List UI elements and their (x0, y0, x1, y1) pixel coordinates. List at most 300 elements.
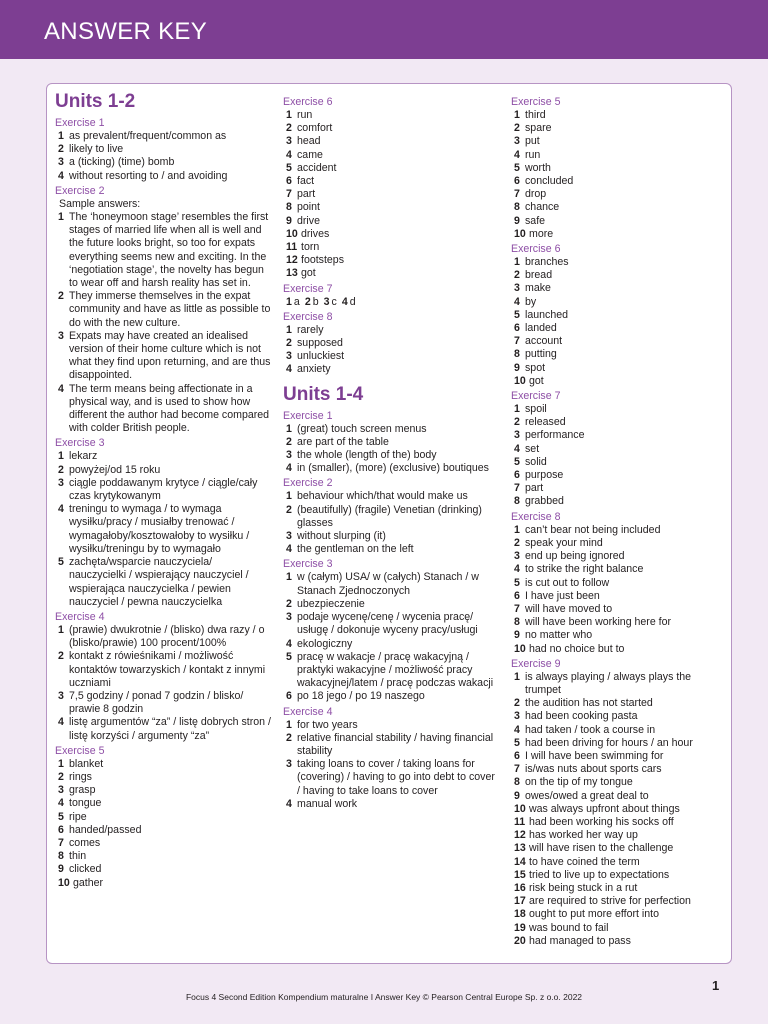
answer-item (511, 495, 716, 508)
answer-item (511, 829, 716, 842)
answer-item (511, 697, 716, 710)
answer-text: has worked her way up (529, 829, 638, 842)
answer-list (283, 719, 499, 811)
answer-number: 4 (514, 148, 520, 161)
answer-item (511, 443, 716, 456)
answer-item (283, 423, 499, 436)
answer-text: run (297, 109, 313, 121)
answer-number: 3 (58, 329, 64, 342)
answer-number: 20 (514, 934, 526, 947)
answer-text: branches (525, 256, 569, 269)
answer-text: drive (297, 214, 320, 227)
answer-text: treningu to wymaga / to wymaga wysiłku/pracy / musiałby trenować / wymagałoby/kosztowałoby to wysiłku / wysiłku/treningu by to wymagało (69, 503, 250, 555)
answer-text: launched (525, 308, 569, 321)
answer-item (283, 638, 499, 651)
exercise-heading: Exercise 7 (283, 282, 333, 295)
answer-item (283, 651, 499, 691)
answer-text: comfort (297, 122, 333, 135)
answer-number: 3 (514, 429, 520, 442)
answer-number: 1 (58, 757, 64, 770)
answer-text: I have just been (525, 589, 600, 602)
answer-text: by (525, 295, 537, 308)
answer-number: 2 (286, 122, 292, 135)
answer-item (511, 228, 716, 241)
answer-number: 10 (58, 876, 70, 889)
answer-item (283, 598, 499, 611)
answer-number: 4 (514, 563, 520, 576)
exercise-heading: Exercise 1 (283, 409, 333, 422)
answer-number: 8 (514, 201, 520, 214)
answer-item (511, 550, 716, 563)
answer-number: 13 (514, 842, 526, 855)
answer-list (283, 423, 499, 476)
answer-item (283, 175, 499, 188)
answer-item (511, 456, 716, 469)
answer-item (283, 109, 499, 122)
answer-item (511, 895, 716, 908)
answer-number: 5 (58, 810, 64, 823)
answer-item (511, 416, 716, 429)
answer-list (511, 403, 716, 509)
answer-item (283, 436, 499, 449)
answer-item (511, 469, 716, 482)
answer-number: 6 (514, 589, 520, 602)
answer-number: 3 (58, 784, 64, 797)
header-banner (0, 0, 768, 59)
answer-list (283, 571, 499, 703)
answer-text: worth (525, 161, 551, 174)
answer-number: 11 (514, 815, 526, 828)
answer-text: is always playing / always plays the trumpet (525, 670, 692, 696)
answer-item (283, 228, 499, 241)
answer-number: 8 (514, 616, 520, 629)
answer-number: 3 (323, 295, 330, 308)
exercise-heading: Exercise 7 (511, 390, 561, 403)
answer-text: unluckiest (297, 350, 345, 363)
answer-number: 2 (514, 122, 520, 135)
answer-number: 8 (514, 776, 520, 789)
answer-number: 9 (286, 214, 292, 227)
answer-number: 6 (514, 469, 520, 482)
answer-text: taking loans to cover / taking loans for (covering) / having to go into debt to cover / having to take loans to cover (297, 758, 495, 797)
exercise-heading: Exercise 4 (55, 610, 105, 623)
answer-list (283, 490, 499, 556)
answer-text: ubezpieczenie (297, 597, 365, 610)
answer-item (511, 524, 716, 537)
answer-item (511, 629, 716, 642)
answer-number: 19 (514, 921, 526, 934)
answer-item (511, 135, 716, 148)
answer-item (511, 429, 716, 442)
answer-item (283, 135, 499, 148)
answer-number: 2 (58, 770, 64, 783)
answer-item (283, 530, 499, 543)
answer-text: rarely (297, 323, 324, 336)
answer-text: will have moved to (525, 602, 613, 615)
answer-number: 2 (514, 416, 520, 429)
answer-item (511, 869, 716, 882)
answer-item (55, 503, 271, 556)
answer-number: 3 (514, 550, 520, 563)
answer-list (55, 758, 271, 890)
answer-number: 9 (58, 863, 64, 876)
answer-item (511, 403, 716, 416)
answer-item (283, 188, 499, 201)
answer-item (55, 330, 271, 383)
answer-number: 12 (286, 254, 298, 267)
answer-text: make (525, 282, 551, 295)
answer-number: 1 (286, 718, 292, 731)
answer-text: relative financial stability / having financial stability (297, 731, 494, 757)
answer-item (511, 882, 716, 895)
answer-item (283, 363, 499, 376)
answer-number: 1 (514, 109, 520, 121)
exercise-section (283, 557, 499, 703)
answer-text: put (525, 135, 540, 148)
answer-text: the gentleman on the left (297, 543, 414, 556)
answer-text: rings (69, 770, 92, 783)
answer-item (511, 724, 716, 737)
answer-number: 10 (514, 374, 526, 387)
answer-text: drop (525, 188, 547, 201)
answer-text: to strike the right balance (525, 563, 644, 576)
answer-item (511, 122, 716, 135)
answer-number: 1 (286, 422, 292, 435)
answer-number: 9 (514, 214, 520, 227)
answer-number: 2 (58, 143, 64, 156)
answer-item (55, 170, 271, 183)
answer-text: had managed to pass (529, 934, 631, 947)
answer-number: 4 (286, 637, 292, 650)
answer-item (511, 362, 716, 375)
answer-text: tried to live up to expectations (529, 868, 670, 881)
answer-item (283, 611, 499, 637)
answer-text: c (331, 295, 337, 308)
answer-text: run (525, 148, 541, 161)
answer-item (283, 571, 499, 597)
answer-number: 6 (514, 749, 520, 762)
answer-item (511, 643, 716, 656)
answer-number: 5 (514, 576, 520, 589)
inline-answer (324, 296, 337, 308)
answer-text: account (525, 335, 563, 348)
answer-item (511, 750, 716, 763)
answer-number: 10 (514, 227, 526, 240)
exercise-section (283, 705, 499, 811)
answer-number: 4 (286, 462, 292, 475)
exercise-section (283, 476, 499, 556)
answer-text: (beautifully) (fragile) Venetian (drinking) glasses (297, 503, 482, 529)
answer-text: grabbed (525, 495, 564, 508)
exercise-section (283, 409, 499, 476)
answer-item (283, 337, 499, 350)
answer-item (55, 556, 271, 609)
answer-number: 10 (514, 802, 526, 815)
answer-item (511, 842, 716, 855)
answer-item (283, 462, 499, 475)
answer-text: end up being ignored (525, 550, 625, 563)
answer-text: released (525, 416, 566, 429)
answer-number: 3 (286, 449, 292, 462)
unit-heading: Units 1-2 (55, 91, 136, 112)
answer-item (283, 504, 499, 530)
answer-item (511, 816, 716, 829)
answer-text: drives (301, 227, 330, 240)
answer-item (511, 109, 716, 122)
exercise-section (55, 184, 271, 436)
answer-text: part (297, 188, 316, 201)
answer-number: 1 (286, 323, 292, 336)
answer-number: 1 (514, 523, 520, 536)
answer-text: 7,5 godziny / ponad 7 godzin / blisko/ prawie 8 godzin (69, 689, 244, 716)
answer-number: 6 (286, 690, 292, 703)
page-number: 1 (712, 978, 720, 993)
answer-number: 9 (514, 789, 520, 802)
answer-number: 4 (58, 797, 64, 810)
answer-item (283, 122, 499, 135)
answer-text: concluded (525, 175, 574, 188)
answer-text: podaje wycenę/cenę / wycenia pracę/ usługę / dokonuje wyceny pracy/usługi (297, 611, 478, 637)
answer-item (55, 383, 271, 436)
column-1 (55, 90, 271, 890)
answer-item (283, 490, 499, 503)
answer-number: 7 (514, 335, 520, 348)
answer-item (55, 771, 271, 784)
answer-item (511, 763, 716, 776)
answer-number: 1 (514, 256, 520, 269)
answer-number: 2 (514, 536, 520, 549)
answer-number: 5 (514, 308, 520, 321)
answer-item (511, 935, 716, 948)
unit-heading: Units 1-4 (283, 383, 364, 405)
answer-item (511, 603, 716, 616)
answer-number: 5 (58, 556, 64, 569)
inline-answers (283, 296, 499, 309)
answer-number: 3 (286, 135, 292, 148)
answer-number: 4 (514, 295, 520, 308)
answer-text: head (297, 135, 321, 148)
answer-item (511, 908, 716, 921)
inline-answer (342, 296, 356, 308)
answer-number: 14 (514, 855, 526, 868)
answer-number: 7 (58, 836, 64, 849)
answer-item (283, 449, 499, 462)
exercise-section (55, 116, 271, 183)
answer-number: 4 (286, 797, 292, 810)
answer-item (55, 837, 271, 850)
answer-text: had no choice but to (529, 642, 625, 655)
answer-item (55, 784, 271, 797)
answer-number: 1 (58, 130, 64, 142)
answer-text: in (smaller), (more) (exclusive) boutiques (297, 462, 489, 475)
answer-text: ripe (69, 810, 87, 823)
answer-number: 3 (286, 350, 292, 363)
answer-number: 2 (58, 463, 64, 476)
answer-item (283, 162, 499, 175)
answer-item (511, 590, 716, 603)
answer-number: 7 (286, 188, 292, 201)
answer-item (283, 201, 499, 214)
exercise-section (283, 310, 499, 377)
answer-number: 2 (286, 503, 292, 516)
answer-text: spare (525, 122, 552, 135)
answer-number: 2 (58, 650, 64, 663)
answer-text: had been working his socks off (529, 815, 674, 828)
answer-list (283, 109, 499, 281)
answer-item (55, 716, 271, 742)
footer-credit: Focus 4 Second Edition Kompendium maturalne I Answer Key © Pearson Central Europe Sp. z o.o. 2022 (185, 992, 583, 1002)
answer-item (283, 732, 499, 758)
answer-text: They immerse themselves in the expat community and have as little as possible to do with the new culture. (69, 290, 271, 329)
exercise-section (55, 436, 271, 608)
answer-text: b (312, 295, 319, 308)
answer-text: as prevalent/frequent/common as (69, 130, 227, 142)
answer-number: 1 (58, 623, 64, 636)
answer-number: 7 (514, 188, 520, 201)
answer-text: The ‘honeymoon stage’ resembles the first stages of married life when all is well and the future looks bright, so too for expats everything seems new and exciting. In the ‘negotiation stage’, the novelty has begun to wear off and harsh reality has set in. (69, 211, 269, 290)
exercise-heading: Exercise 5 (55, 744, 105, 757)
answer-text: risk being stuck in a rut (529, 881, 638, 894)
answer-item (55, 650, 271, 690)
answer-number: 5 (286, 161, 292, 174)
answer-item (55, 824, 271, 837)
answer-number: 2 (514, 269, 520, 282)
answer-text: are part of the table (297, 435, 389, 448)
answer-text: had been driving for hours / an hour (525, 736, 693, 749)
answer-text: will have been working here for (525, 616, 672, 629)
answer-item (511, 616, 716, 629)
answer-text: part (525, 482, 544, 495)
exercise-heading: Exercise 4 (283, 705, 333, 718)
answer-number: 18 (514, 908, 526, 921)
inline-answer (305, 296, 319, 308)
answer-text: is/was nuts about sports cars (525, 763, 662, 776)
answer-text: spoil (525, 403, 547, 416)
exercise-heading: Exercise 3 (55, 437, 105, 450)
answer-text: for two years (297, 718, 358, 731)
answer-text: fact (297, 175, 315, 188)
answer-text: spot (525, 361, 546, 374)
answer-text: anxiety (297, 363, 331, 376)
answer-item (283, 350, 499, 363)
answer-text: solid (525, 455, 547, 468)
answer-number: 5 (514, 455, 520, 468)
answer-number: 4 (58, 382, 64, 395)
answer-item (511, 296, 716, 309)
exercise-section (511, 95, 716, 241)
exercise-heading: Exercise 6 (283, 96, 333, 108)
answer-text: the whole (length of the) body (297, 449, 437, 462)
answer-number: 7 (514, 763, 520, 776)
answer-number: 7 (514, 482, 520, 495)
answer-item (511, 737, 716, 750)
answer-text: the audition has not started (525, 697, 653, 710)
answer-item (511, 671, 716, 697)
answer-number: 4 (58, 169, 64, 182)
answer-item (283, 758, 499, 798)
answer-item (283, 267, 499, 280)
exercise-heading: Exercise 2 (55, 184, 105, 197)
answer-item (511, 188, 716, 201)
answer-number: 4 (286, 543, 292, 556)
answer-text: kontakt z rówieśnikami / możliwość kontaktów towarzyskich / kontakt z innymi uczniami (69, 650, 266, 689)
answer-item (55, 863, 271, 876)
answer-item (511, 335, 716, 348)
exercise-heading: Exercise 9 (511, 657, 561, 670)
exercise-section (511, 242, 716, 388)
exercise-section (283, 282, 499, 309)
answer-list (511, 256, 716, 388)
answer-number: 2 (58, 290, 64, 303)
answer-list (511, 671, 716, 948)
answer-text: is cut out to follow (525, 576, 610, 589)
answer-number: 7 (514, 602, 520, 615)
answer-number: 4 (286, 148, 292, 161)
answer-number: 9 (514, 361, 520, 374)
answer-number: 8 (286, 201, 292, 214)
answer-text: po 18 jego / po 19 naszego (297, 690, 425, 703)
answer-number: 1 (58, 450, 64, 463)
answer-text: blanket (69, 757, 104, 770)
answer-item (55, 811, 271, 824)
answer-text: set (525, 442, 540, 455)
answer-text: no matter who (525, 629, 593, 642)
answer-text: d (349, 295, 356, 308)
answer-text: manual work (297, 797, 358, 810)
answer-item (511, 256, 716, 269)
answer-text: The term means being affectionate in a physical way, and is used to show how different the author had become compared with colder British people. (69, 382, 270, 435)
exercise-section (283, 95, 499, 281)
answer-list (55, 624, 271, 743)
answer-number: 10 (514, 642, 526, 655)
answer-text: bread (525, 269, 553, 282)
exercise-section (511, 657, 716, 948)
answer-number: 4 (58, 503, 64, 516)
answer-item (511, 162, 716, 175)
answer-text: safe (525, 214, 546, 227)
answer-text: had taken / took a course in (525, 723, 656, 736)
answer-text: point (297, 201, 320, 214)
answer-text: will have risen to the challenge (529, 842, 674, 855)
answer-text: zachęta/wsparcie nauczyciela/ nauczycielki / wspierający nauczyciel / wspierająca nauczycielka / pewien nauczyciel / pewna nauczycielka (69, 556, 249, 608)
answer-item (283, 719, 499, 732)
answer-text: a (293, 295, 300, 308)
exercise-note: Sample answers: (59, 197, 141, 210)
answer-number: 1 (286, 490, 292, 503)
answer-text: Expats may have created an idealised version of their home culture which is not what they find upon returning, and are thus disappointed. (69, 329, 271, 382)
answer-text: supposed (297, 337, 343, 350)
answer-text: gather (73, 876, 104, 889)
answer-number: 4 (514, 723, 520, 736)
answer-number: 9 (514, 629, 520, 642)
answer-number: 3 (514, 710, 520, 723)
answer-number: 3 (58, 476, 64, 489)
answer-text: came (297, 148, 323, 161)
answer-number: 1 (286, 109, 292, 121)
exercise-heading: Exercise 6 (511, 243, 561, 256)
answer-text: clicked (69, 863, 102, 876)
answer-item (511, 309, 716, 322)
answer-item (511, 790, 716, 803)
answer-number: 2 (286, 435, 292, 448)
answer-text: chance (525, 201, 560, 214)
answer-item (283, 690, 499, 703)
answer-item (283, 324, 499, 337)
answer-number: 6 (58, 823, 64, 836)
answer-item (511, 215, 716, 228)
answer-number: 8 (58, 850, 64, 863)
answer-list (55, 211, 271, 435)
